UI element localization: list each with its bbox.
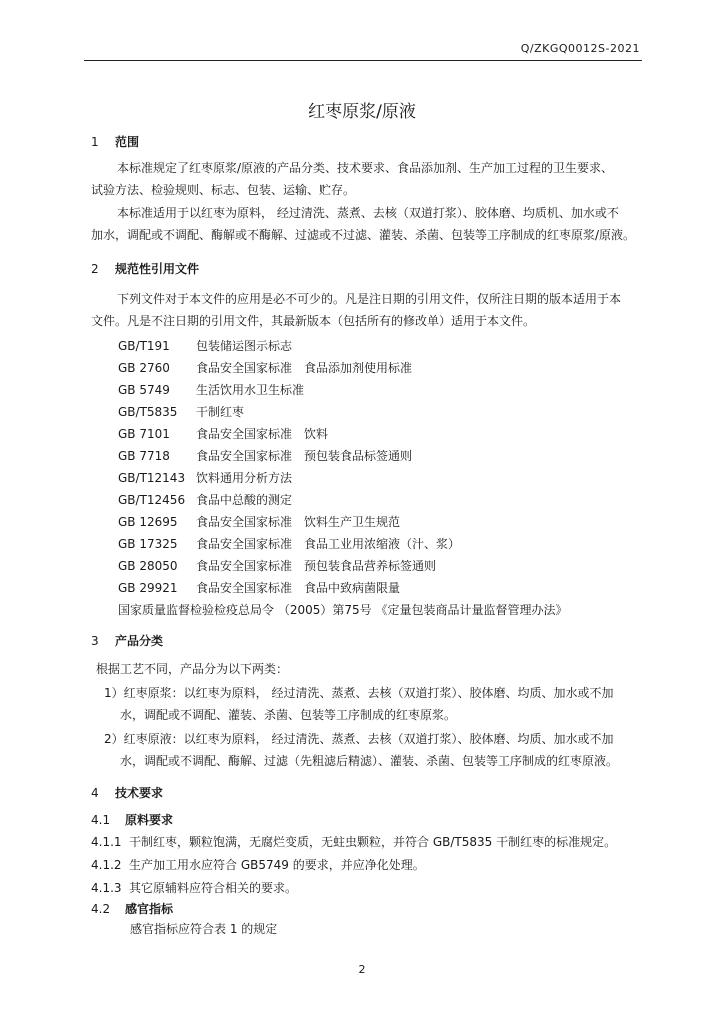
reference-item	[118, 425, 328, 442]
document-title: 红枣原浆/原液	[308, 102, 416, 122]
reference-item	[118, 491, 292, 508]
section-3-heading	[91, 632, 163, 649]
section-4-1-heading	[91, 811, 173, 828]
reference-code: GB/T191	[118, 339, 170, 353]
section-4-1-1	[91, 833, 616, 850]
page-number: 2	[358, 963, 366, 976]
reference-name: 饮料通用分析方法	[196, 471, 293, 485]
section-4-1-2	[91, 856, 425, 873]
reference-name: 干制红枣	[196, 405, 245, 419]
section-2-heading	[91, 260, 199, 277]
section-2-title: 规范性引用文件	[115, 262, 200, 276]
section-4-1-title: 原料要求	[125, 813, 174, 827]
reference-item	[118, 359, 412, 376]
section-4-2-text: 感官指标应符合表 1 的规定	[130, 922, 278, 936]
section-3-intro: 根据工艺不同，产品分为以下两类：	[96, 662, 289, 676]
section-3-title: 产品分类	[115, 634, 164, 648]
reference-name: 食品中总酸的测定	[196, 493, 293, 507]
reference-code: GB 5749	[118, 383, 170, 397]
reference-name: 食品安全国家标准 饮料生产卫生规范	[196, 515, 401, 529]
reference-item	[118, 513, 400, 530]
section-1-p2-line1: 本标准适用于以红枣为原料， 经过清洗、蒸煮、去核（双道打浆）、胶体磨、均质机、加水或不	[117, 206, 619, 220]
section-1-p1-line1: 本标准规定了红枣原浆/原液的产品分类、技术要求、食品添加剂、生产加工过程的卫生要求、	[117, 161, 614, 175]
section-1-p2-line2: 加水，调配或不调配、酶解或不酶解、过滤或不过滤、灌装、杀菌、包装等工序制成的红枣原浆/原液。	[91, 228, 636, 242]
section-4-heading	[91, 784, 163, 801]
section-4-1-3-number: 4.1.3	[91, 881, 122, 895]
section-3-item2-line2: 水，调配或不调配、酶解、过滤（先粗滤后精滤）、灌装、杀菌、包装等工序制成的红枣原液。	[120, 754, 619, 768]
section-1-number: 1	[91, 135, 99, 149]
section-3-item2-line1: 2）红枣原液：以红枣为原料， 经过清洗、蒸煮、去核（双道打浆）、胶体磨、均质、加水或不加	[104, 732, 614, 746]
section-3-item1-line1: 1）红枣原浆：以红枣为原料， 经过清洗、蒸煮、去核（双道打浆）、胶体磨、均质、加水或不加	[104, 686, 614, 700]
reference-item	[118, 447, 412, 464]
reference-code: GB 7101	[118, 427, 170, 441]
section-4-2-number: 4.2	[91, 902, 111, 916]
reference-name: 食品安全国家标准 饮料	[196, 427, 329, 441]
reference-item	[118, 337, 292, 354]
section-2-number: 2	[91, 262, 99, 276]
reference-item	[118, 557, 436, 574]
section-4-1-2-text: 生产加工用水应符合 GB5749 的要求，并应净化处理。	[129, 858, 425, 872]
reference-code: GB 28050	[118, 559, 178, 573]
reference-name: 包装储运图示标志	[196, 339, 293, 353]
section-4-1-3	[91, 879, 297, 896]
header-rule	[84, 60, 642, 61]
section-4-2-heading	[91, 900, 173, 917]
reference-code: GB 17325	[118, 537, 178, 551]
section-3-item1-line2: 水，调配或不调配、灌装、杀菌、包装等工序制成的红枣原浆。	[120, 708, 457, 722]
reference-code: GB 7718	[118, 449, 170, 463]
document-code: Q/ZKGQ0012S-2021	[520, 42, 640, 55]
reference-name: 食品安全国家标准 预包装食品标签通则	[196, 449, 413, 463]
reference-code: GB 29921	[118, 581, 178, 595]
reference-item	[118, 579, 400, 596]
reference-item	[118, 403, 244, 420]
section-2-p-line1: 下列文件对于本文件的应用是必不可少的。凡是注日期的引用文件，仅所注日期的版本适用于本	[117, 292, 622, 306]
section-4-1-1-text: 干制红枣，颗粒饱满，无腐烂变质，无蛀虫颗粒，并符合 GB/T5835 干制红枣的标准规定。	[129, 835, 617, 849]
reference-name: 食品安全国家标准 食品添加剂使用标准	[196, 361, 413, 375]
section-1-title: 范围	[115, 135, 140, 149]
section-4-1-3-text: 其它原辅料应符合相关的要求。	[129, 881, 298, 895]
reference-code: GB 12695	[118, 515, 178, 529]
section-4-title: 技术要求	[115, 786, 164, 800]
reference-name: 食品安全国家标准 食品中致病菌限量	[196, 581, 401, 595]
section-4-1-2-number: 4.1.2	[91, 858, 122, 872]
section-4-1-number: 4.1	[91, 813, 111, 827]
section-4-number: 4	[91, 786, 99, 800]
reference-item	[118, 535, 460, 552]
reference-name: 食品安全国家标准 预包装食品营养标签通则	[196, 559, 437, 573]
reference-item	[118, 381, 304, 398]
section-1-heading	[91, 133, 139, 150]
section-4-1-1-number: 4.1.1	[91, 835, 122, 849]
reference-decree: 国家质量监督检验检疫总局令 （2005）第75号 《定量包装商品计量监督管理办法》	[118, 603, 568, 617]
reference-code: GB/T12456	[118, 493, 186, 507]
section-3-number: 3	[91, 634, 99, 648]
section-4-2-title: 感官指标	[125, 902, 174, 916]
section-1-p1-line2: 试验方法、检验规则、标志、包装、运输、贮存。	[91, 183, 356, 197]
section-2-p-line2: 文件。凡是不注日期的引用文件，其最新版本（包括所有的修改单）适用于本文件。	[91, 314, 536, 328]
reference-name: 生活饮用水卫生标准	[196, 383, 305, 397]
reference-item	[118, 469, 292, 486]
reference-code: GB/T5835	[118, 405, 178, 419]
reference-code: GB 2760	[118, 361, 170, 375]
reference-code: GB/T12143	[118, 471, 186, 485]
reference-name: 食品安全国家标准 食品工业用浓缩液（汁、浆）	[196, 537, 461, 551]
